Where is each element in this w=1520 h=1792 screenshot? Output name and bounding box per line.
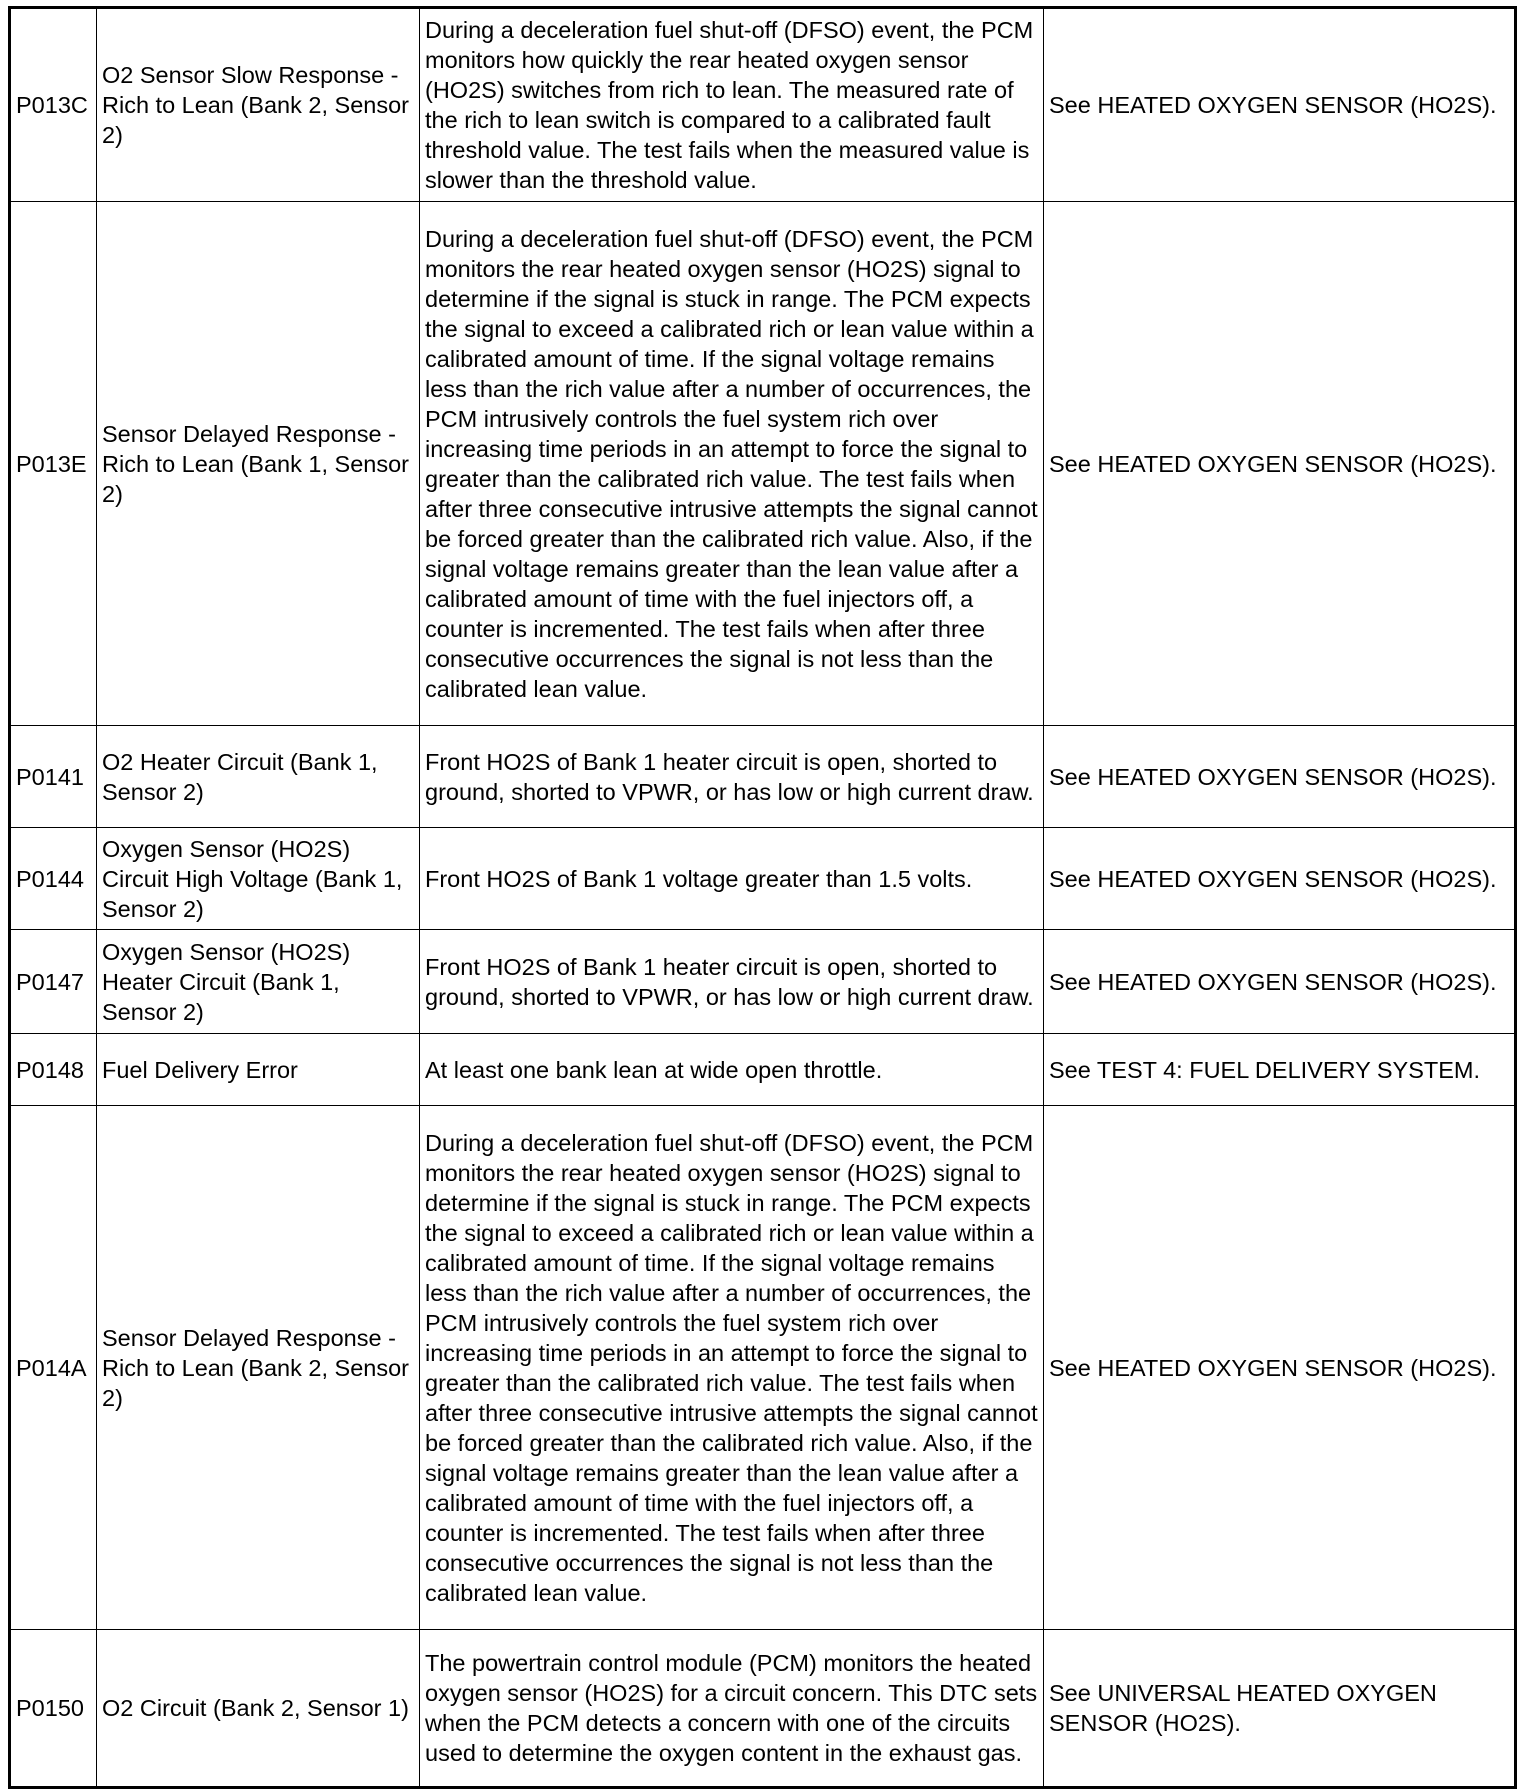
table-row — [10, 828, 1516, 930]
dtc-code: P0144 — [10, 828, 97, 930]
dtc-code: P0148 — [10, 1034, 97, 1106]
table-row — [10, 202, 1516, 726]
table-row — [10, 1630, 1516, 1788]
dtc-description: During a deceleration fuel shut-off (DFSO) event, the PCM monitors the rear heated oxygen sensor (HO2S) signal to determine if the signal is stuck in range. The PCM expects the signal to exceed a calibrated rich or lean value within a calibrated amount of time. If the signal voltage remains less than the rich value after a number of occurrences, the PCM intrusively controls the fuel system rich over increasing time periods in an attempt to force the signal to greater than the calibrated rich value. The test fails when after three consecutive intrusive attempts the signal cannot be forced greater than the calibrated rich value. Also, if the signal voltage remains greater than the lean value after a calibrated amount of time with the fuel injectors off, a counter is incremented. The test fails when after three consecutive occurrences the signal is not less than the calibrated lean value. — [420, 1106, 1044, 1630]
dtc-code: P014A — [10, 1106, 97, 1630]
dtc-table — [8, 6, 1517, 1789]
dtc-code: P0141 — [10, 726, 97, 828]
dtc-action: See HEATED OXYGEN SENSOR (HO2S). — [1044, 930, 1516, 1034]
dtc-description: The powertrain control module (PCM) monitors the heated oxygen sensor (HO2S) for a circuit concern. This DTC sets when the PCM detects a concern with one of the circuits used to determine the oxygen content in the exhaust gas. — [420, 1630, 1044, 1788]
dtc-condition: Sensor Delayed Response - Rich to Lean (Bank 1, Sensor 2) — [97, 202, 420, 726]
table-row — [10, 8, 1516, 202]
dtc-action: See HEATED OXYGEN SENSOR (HO2S). — [1044, 202, 1516, 726]
dtc-condition: O2 Circuit (Bank 2, Sensor 1) — [97, 1630, 420, 1788]
table-row — [10, 1106, 1516, 1630]
dtc-action: See HEATED OXYGEN SENSOR (HO2S). — [1044, 8, 1516, 202]
dtc-condition: O2 Heater Circuit (Bank 1, Sensor 2) — [97, 726, 420, 828]
dtc-action: See UNIVERSAL HEATED OXYGEN SENSOR (HO2S). — [1044, 1630, 1516, 1788]
table-row — [10, 726, 1516, 828]
dtc-description: At least one bank lean at wide open throttle. — [420, 1034, 1044, 1106]
dtc-code: P013C — [10, 8, 97, 202]
dtc-description: During a deceleration fuel shut-off (DFSO) event, the PCM monitors how quickly the rear heated oxygen sensor (HO2S) switches from rich to lean. The measured rate of the rich to lean switch is compared to a calibrated fault threshold value. The test fails when the measured value is slower than the threshold value. — [420, 8, 1044, 202]
dtc-action: See TEST 4: FUEL DELIVERY SYSTEM. — [1044, 1034, 1516, 1106]
dtc-description: Front HO2S of Bank 1 voltage greater than 1.5 volts. — [420, 828, 1044, 930]
dtc-condition: Oxygen Sensor (HO2S) Heater Circuit (Bank 1, Sensor 2) — [97, 930, 420, 1034]
dtc-code: P013E — [10, 202, 97, 726]
dtc-action: See HEATED OXYGEN SENSOR (HO2S). — [1044, 828, 1516, 930]
dtc-condition: Fuel Delivery Error — [97, 1034, 420, 1106]
dtc-code: P0147 — [10, 930, 97, 1034]
dtc-description: Front HO2S of Bank 1 heater circuit is open, shorted to ground, shorted to VPWR, or has low or high current draw. — [420, 930, 1044, 1034]
dtc-description: During a deceleration fuel shut-off (DFSO) event, the PCM monitors the rear heated oxygen sensor (HO2S) signal to determine if the signal is stuck in range. The PCM expects the signal to exceed a calibrated rich or lean value within a calibrated amount of time. If the signal voltage remains less than the rich value after a number of occurrences, the PCM intrusively controls the fuel system rich over increasing time periods in an attempt to force the signal to greater than the calibrated rich value. The test fails when after three consecutive intrusive attempts the signal cannot be forced greater than the calibrated rich value. Also, if the signal voltage remains greater than the lean value after a calibrated amount of time with the fuel injectors off, a counter is incremented. The test fails when after three consecutive occurrences the signal is not less than the calibrated lean value. — [420, 202, 1044, 726]
dtc-code: P0150 — [10, 1630, 97, 1788]
dtc-description: Front HO2S of Bank 1 heater circuit is open, shorted to ground, shorted to VPWR, or has low or high current draw. — [420, 726, 1044, 828]
table-row — [10, 1034, 1516, 1106]
table-row — [10, 930, 1516, 1034]
dtc-action: See HEATED OXYGEN SENSOR (HO2S). — [1044, 726, 1516, 828]
dtc-condition: Sensor Delayed Response - Rich to Lean (Bank 2, Sensor 2) — [97, 1106, 420, 1630]
dtc-action: See HEATED OXYGEN SENSOR (HO2S). — [1044, 1106, 1516, 1630]
dtc-condition: Oxygen Sensor (HO2S) Circuit High Voltage (Bank 1, Sensor 2) — [97, 828, 420, 930]
dtc-condition: O2 Sensor Slow Response - Rich to Lean (Bank 2, Sensor 2) — [97, 8, 420, 202]
